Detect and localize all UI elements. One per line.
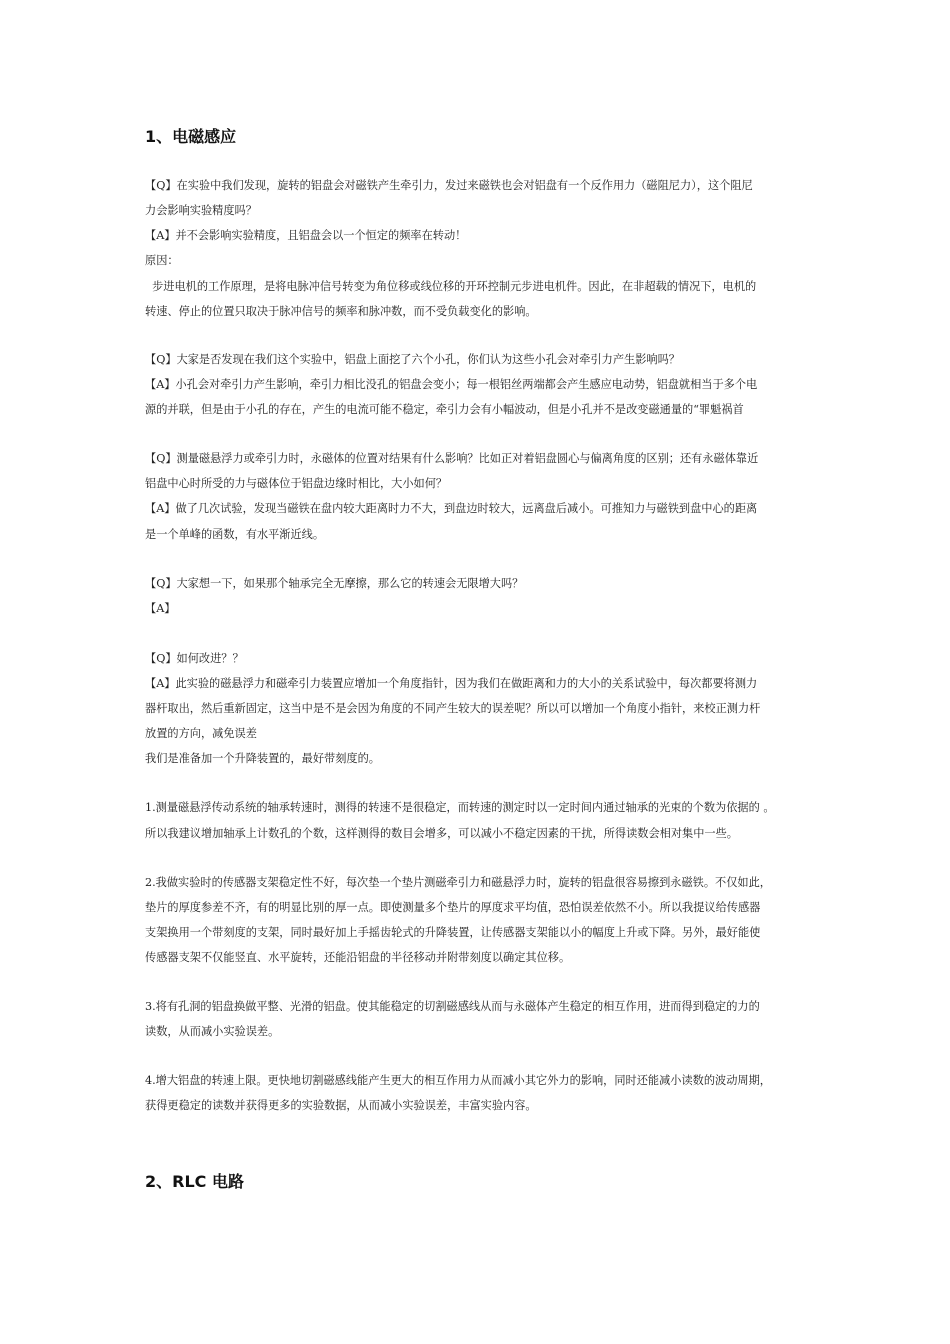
qa3-answer-line-1: 【A】做了几次试验，发现当磁铁在盘内较大距离时力不大，到盘边时较大，远离盘后减小。可推知力与磁铁到盘中心的距离 (145, 502, 758, 515)
qa5-question-line-1: 【Q】如何改进？？ (145, 652, 244, 665)
qa1-answer-line-1: 【A】并不会影响实验精度，且铝盘会以一个恒定的频率在转动！ (145, 229, 467, 242)
qa5-answer-line-3: 放置的方向，减免误差 (145, 727, 257, 740)
qa5-answer-line-2: 器杆取出，然后重新固定，这当中是不是会因为角度的不同产生较大的误差呢？所以可以增加一个角度小指针，来校正测力杆 (145, 702, 761, 715)
suggestion-2-line-3: 支架换用一个带刻度的支架，同时最好加上手摇齿轮式的升降装置，让传感器支架能以小的幅度上升或下降。另外，最好能使 (145, 926, 761, 939)
qa5-answer-line-4: 我们是准备加一个升降装置的，最好带刻度的。 (145, 752, 380, 765)
qa1-question-line-2: 力会影响实验精度吗？ (145, 204, 257, 217)
qa2-question-line-1: 【Q】大家是否发现在我们这个实验中，铝盘上面挖了六个小孔，你们认为这些小孔会对牵引力产生影响吗？ (145, 353, 680, 366)
suggestion-1-line-2: 所以我建议增加轴承上计数孔的个数，这样测得的数目会增多，可以减小不稳定因素的干扰，所得读数会相对集中一些。 (145, 827, 738, 840)
qa3-question-line-2: 铝盘中心时所受的力与磁体位于铝盘边缘时相比，大小如何？ (145, 477, 448, 490)
qa4-answer-line-1: 【A】 (145, 602, 176, 615)
suggestion-2-line-1: 2.我做实验时的传感器支架稳定性不好，每次垫一个垫片测磁牵引力和磁悬浮力时，旋转的铝盘很容易擦到永磁铁。不仅如此， (145, 876, 771, 889)
section-heading-rlc-circuit: 2、RLC 电路 (145, 1172, 244, 1191)
suggestion-3-line-1: 3.将有孔洞的铝盘换做平整、光滑的铝盘。使其能稳定的切割磁感线从而与永磁体产生稳定的相互作用，进而得到稳定的力的 (145, 1000, 760, 1013)
suggestion-1-line-1: 1.测量磁悬浮传动系统的轴承转速时，测得的转速不是很稳定，而转速的测定时以一定时间内通过轴承的光束的个数为依据的 。 (145, 801, 775, 814)
suggestion-3-line-2: 读数，从而减小实验误差。 (145, 1025, 280, 1038)
suggestion-2-line-4: 传感器支架不仅能竖直、水平旋转，还能沿铝盘的半径移动并附带刻度以确定其位移。 (145, 951, 571, 964)
qa5-answer-line-1: 【A】此实验的磁悬浮力和磁牵引力装置应增加一个角度指针，因为我们在做距离和力的大小的关系试验中，每次都要将测力 (145, 677, 758, 690)
suggestion-4-line-2: 获得更稳定的读数并获得更多的实验数据，从而减小实验误差，丰富实验内容。 (145, 1099, 537, 1112)
qa2-answer-line-2: 源的并联，但是由于小孔的存在，产生的电流可能不稳定，牵引力会有小幅波动，但是小孔并不是改变磁通量的“罪魁祸首 (145, 403, 744, 416)
qa2-answer-line-1: 【A】小孔会对牵引力产生影响，牵引力相比没孔的铝盘会变小；每一根铝丝两端都会产生感应电动势，铝盘就相当于多个电 (145, 378, 758, 391)
qa1-reason-label: 原因： (145, 254, 179, 267)
suggestion-4-line-1: 4.增大铝盘的转速上限。更快地切割磁感线能产生更大的相互作用力从而减小其它外力的影响，同时还能减小读数的波动周期， (145, 1074, 771, 1087)
qa3-answer-line-2: 是一个单峰的函数，有水平渐近线。 (145, 528, 325, 541)
qa3-question-line-1: 【Q】测量磁悬浮力或牵引力时，永磁体的位置对结果有什么影响？比如正对着铝盘圆心与偏离角度的区别；还有永磁体靠近 (145, 452, 759, 465)
qa1-reason-line-2: 转速、停止的位置只取决于脉冲信号的频率和脉冲数，而不受负载变化的影响。 (145, 305, 537, 318)
section-heading-electromagnetic-induction: 1、电磁感应 (145, 127, 237, 146)
suggestion-2-line-2: 垫片的厚度参差不齐，有的明显比别的厚一点。即使测量多个垫片的厚度求平均值，恐怕误差依然不小。所以我提议给传感器 (145, 901, 761, 914)
qa1-reason-line-1: 步进电机的工作原理，是将电脉冲信号转变为角位移或线位移的开环控制元步进电机件。因此，在非超载的情况下，电机的 (145, 280, 757, 293)
qa1-question-line-1: 【Q】在实验中我们发现，旋转的铝盘会对磁铁产生牵引力，发过来磁铁也会对铝盘有一个反作用力（磁阻尼力），这个阻尼 (145, 179, 753, 192)
qa4-question-line-1: 【Q】大家想一下，如果那个轴承完全无摩擦，那么它的转速会无限增大吗？ (145, 577, 524, 590)
